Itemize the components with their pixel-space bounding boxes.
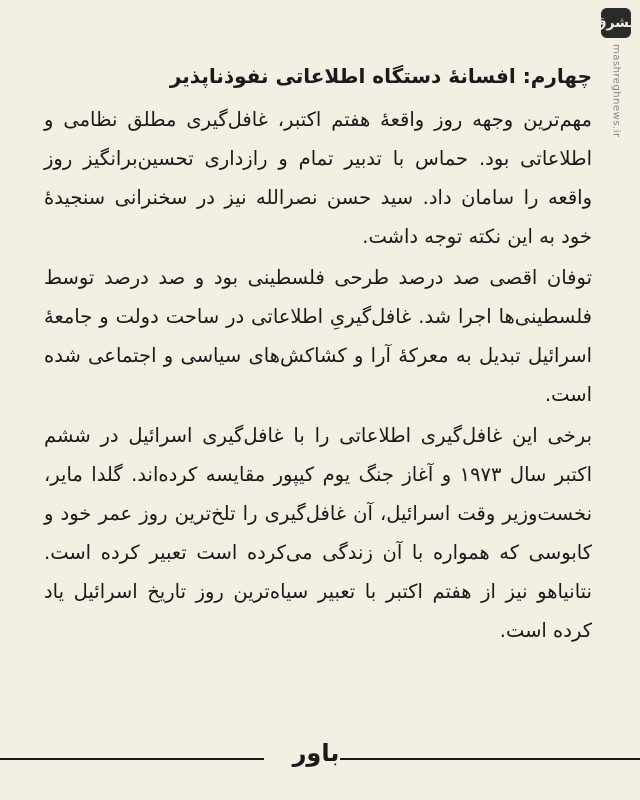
brand-logo: باور [292,739,340,767]
paragraph-1: مهم‌ترین وجهه روز واقعهٔ هفتم اکتبر، غافل‌گیری مطلق نظامی و اطلاعاتی بود. حماس با تدبیر تمام و رازداری تحسین‌برانگیز روز واقعه را سامان داد. سید حسن نصرالله نیز در سخنرانی سنجیدهٔ خود به این نکته توجه داشت. [44,108,592,248]
watermark [593,8,639,138]
watermark-url: mashreghnews.ir [610,44,622,138]
footer-divider-right [340,758,640,760]
footer-divider-left [0,758,264,760]
article-body [44,58,592,652]
mashregh-logo: مشرق [601,8,631,38]
paragraph-2: توفان اقصی صد درصد طرحی فلسطینی بود و صد درصد توسط فلسطینی‌ها اجرا شد. غافل‌گیریِ اطلاعاتی در ساحت دولت و جامعهٔ اسرائیل تبدیل به معرکهٔ آرا و کشاکش‌های سیاسی و اجتماعی شده است. [44,266,592,406]
footer [0,739,640,767]
paragraph-3: برخی این غافل‌گیری اطلاعاتی را با غافل‌گیری اسرائیل در ششم اکتبر سال ۱۹۷۳ و آغاز جنگ یوم کیپور مقایسه کرده‌اند. گلدا مایر، نخست‌وزیر وقت اسرائیل، آن غافل‌گیری را تلخ‌ترین روز عمر خود و کابوسی که همواره با آن زندگی می‌کرده است تعبیر کرده است. نتانیاهو نیز از هفتم اکتبر با تعبیر سیاه‌ترین روز تاریخ اسرائیل یاد کرده است. [44,424,592,642]
section-heading: چهارم: افسانهٔ دستگاه اطلاعاتی نفوذناپذیر [169,64,592,88]
